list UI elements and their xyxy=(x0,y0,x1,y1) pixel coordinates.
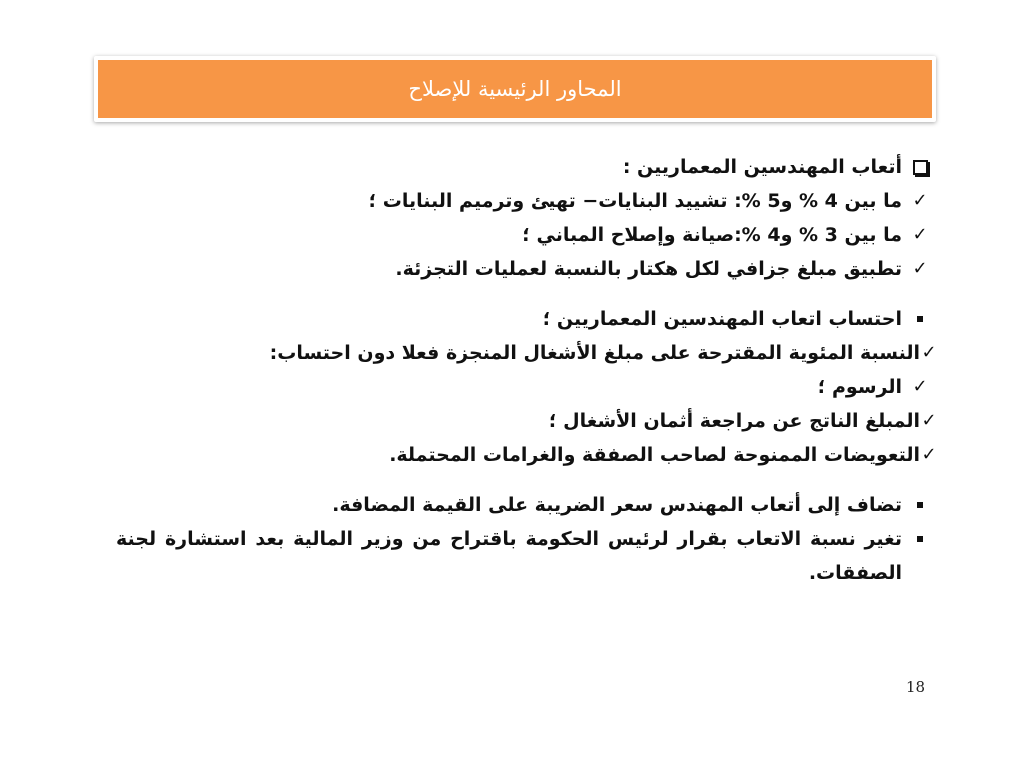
checkbox-icon xyxy=(902,150,938,184)
section1-item-3: تطبيق مبلغ جزافي لكل هكتار بالنسبة لعمليات التجزئة. xyxy=(395,258,902,280)
section1-heading-row xyxy=(116,150,938,184)
section1-heading: أتعاب المهندسين المعماريين : xyxy=(622,156,902,178)
section2-heading: احتساب اتعاب المهندسين المعماريين ؛ xyxy=(542,308,902,330)
square-bullet-icon xyxy=(902,522,938,556)
slide-title: المحاور الرئيسية للإصلاح xyxy=(98,60,932,118)
square-bullet-icon xyxy=(902,488,938,522)
list-item xyxy=(116,370,938,404)
checkmark-icon: ✓ xyxy=(921,342,937,363)
section2-heading-row xyxy=(116,302,938,336)
section1-item-1: ما بين 4 % و5 %: تشييد البنايات− تهيئ وترميم البنايات ؛ xyxy=(368,190,902,212)
section2-item-1: النسبة المئوية المقترحة على مبلغ الأشغال المنجزة فعلا دون احتساب: xyxy=(269,342,920,364)
page-number: 18 xyxy=(906,678,926,696)
checkmark-icon: ✓ xyxy=(912,224,928,245)
checkmark-icon: ✓ xyxy=(912,190,928,211)
section2-item-2: الرسوم ؛ xyxy=(817,376,902,398)
section2-item-4: التعويضات الممنوحة لصاحب الصفقة والغرامات المحتملة. xyxy=(389,444,920,466)
checkmark-icon: ✓ xyxy=(912,258,928,279)
list-item xyxy=(116,404,938,438)
section1-item-2: ما بين 3 % و4 %:صيانة وإصلاح المباني ؛ xyxy=(522,224,902,246)
section2-item-3: المبلغ الناتج عن مراجعة أثمان الأشغال ؛ xyxy=(548,410,920,432)
section3-item-2: تغير نسبة الاتعاب بقرار لرئيس الحكومة باقتراح من وزير المالية بعد استشارة لجنة الصفقات. xyxy=(116,528,902,584)
checkmark-icon: ✓ xyxy=(921,444,937,465)
list-item xyxy=(116,522,938,590)
section3-item-1: تضاف إلى أتعاب المهندس سعر الضريبة على القيمة المضافة. xyxy=(332,494,902,516)
list-item xyxy=(116,218,938,252)
list-item xyxy=(116,336,938,370)
square-bullet-icon xyxy=(902,302,938,336)
checkmark-icon: ✓ xyxy=(912,376,928,397)
list-item xyxy=(116,488,938,522)
checkmark-icon: ✓ xyxy=(921,410,937,431)
slide-content xyxy=(116,150,938,590)
list-item xyxy=(116,438,938,472)
list-item xyxy=(116,252,938,286)
list-item xyxy=(116,184,938,218)
slide-title-frame xyxy=(94,56,936,122)
